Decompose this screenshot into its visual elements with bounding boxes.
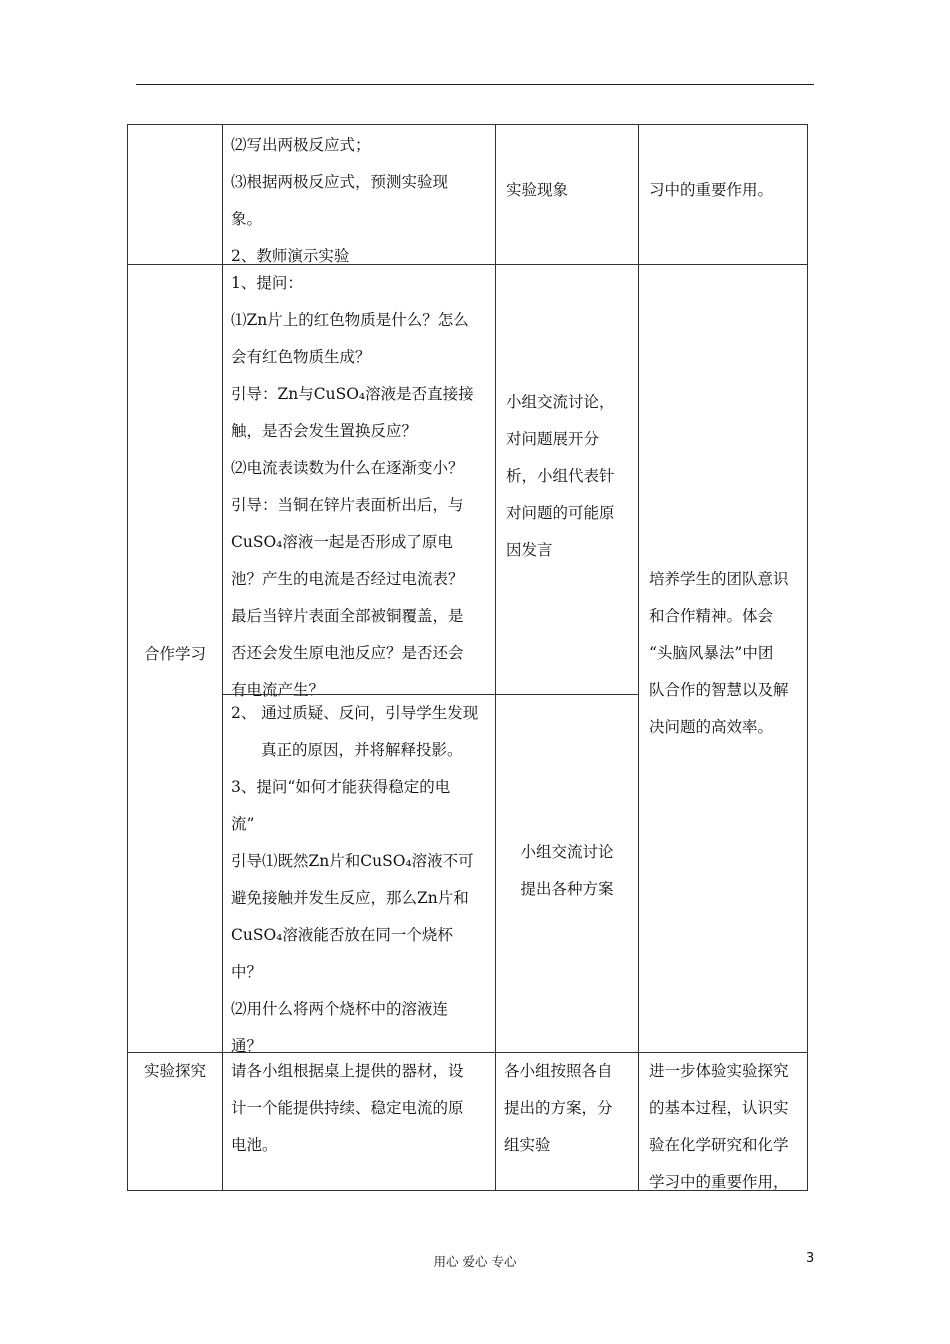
teacher-line: 2、 通过质疑、反问，引导学生发现 (231, 704, 479, 722)
row2-teacher-cell-part1 (222, 264, 496, 699)
teacher-line: CuSO₄溶液能否放在同一个烧杯 (231, 926, 453, 944)
teacher-line: 触，是否会发生置换反应？ (231, 422, 418, 440)
teacher-line: 请各小组根据桌上提供的器材，设 (231, 1062, 464, 1080)
intent-line: 培养学生的团队意识 (649, 570, 789, 588)
teacher-line: 3、提问“如何才能获得稳定的电 (231, 778, 451, 796)
teacher-line: 中？ (231, 963, 263, 981)
page-number: 3 (806, 1251, 815, 1266)
teacher-line: 有电流产生？ (231, 681, 325, 699)
row1-student-cell (495, 124, 639, 265)
teacher-line: 1、提问： (231, 274, 303, 292)
row2-teacher-cell-part2 (222, 694, 496, 1053)
student-activity: 实验现象 (506, 181, 569, 199)
row3-stage-cell (127, 1052, 223, 1191)
header-rule (136, 84, 814, 85)
teacher-line: 会有红色物质生成？ (231, 348, 371, 366)
intent-line: 进一步体验实验探究 (649, 1062, 789, 1080)
row1-teacher-cell (222, 124, 496, 265)
design-intent: 习中的重要作用。 (649, 181, 774, 199)
teacher-line: 池？产生的电流是否经过电流表？ (231, 570, 464, 588)
student-line: 提出的方案，分 (504, 1099, 613, 1117)
row1-stage-cell (127, 124, 223, 265)
teacher-line: 计一个能提供持续、稳定电流的原 (231, 1099, 464, 1117)
teacher-line: 否还会发生原电池反应？是否还会 (231, 644, 464, 662)
intent-line: 和合作精神。体会 (649, 607, 774, 625)
row3-teacher-cell (222, 1052, 496, 1191)
row1-intent-cell (638, 124, 808, 265)
intent-line: 验在化学研究和化学 (649, 1136, 789, 1154)
row2-student-cell-part2 (495, 694, 639, 1053)
stage-label: 实验探究 (143, 1062, 206, 1080)
teacher-line: 引导：Zn与CuSO₄溶液是否直接接 (231, 385, 474, 403)
student-line: 各小组按照各自 (504, 1062, 613, 1080)
intent-line: 队合作的智慧以及解 (649, 681, 789, 699)
teacher-line: ⑵用什么将两个烧杯中的溶液连 (231, 1000, 449, 1018)
row2-student-cell-part1 (495, 264, 639, 695)
teacher-line: 电池。 (231, 1136, 278, 1154)
teacher-line: ⑵电流表读数为什么在逐渐变小？ (231, 459, 464, 477)
teacher-line: 引导⑴既然Zn片和CuSO₄溶液不可 (231, 852, 474, 870)
row2-intent-cell (638, 264, 808, 1053)
student-line: 析，小组代表针 (506, 467, 615, 485)
student-line: 组实验 (504, 1136, 551, 1154)
teacher-line: 真正的原因，并将解释投影。 (261, 741, 463, 759)
teacher-line: ⑵写出两极反应式； (231, 136, 371, 154)
row3-intent-cell (638, 1052, 808, 1191)
student-line: 小组交流讨论 (520, 843, 614, 861)
teacher-line: ⑶根据两极反应式，预测实验现 (231, 173, 449, 191)
teacher-line: CuSO₄溶液一起是否形成了原电 (231, 533, 453, 551)
student-line: 对问题的可能原 (506, 504, 615, 522)
teacher-line: ⑴Zn片上的红色物质是什么？怎么 (231, 311, 469, 329)
teacher-line: 象。 (231, 210, 263, 228)
row2-stage-cell (127, 264, 223, 1053)
student-line: 小组交流讨论， (506, 393, 615, 411)
student-line: 对问题展开分 (506, 430, 600, 448)
student-line: 因发言 (506, 541, 553, 559)
intent-line: 决问题的高效率。 (649, 718, 774, 736)
teacher-line: 避免接触并发生反应，那么Zn片和 (231, 889, 469, 907)
intent-line: “头脑风暴法”中团 (649, 644, 774, 662)
student-line: 提出各种方案 (520, 880, 614, 898)
intent-line: 的基本过程，认识实 (649, 1099, 789, 1117)
teacher-line: 流” (231, 815, 255, 833)
teacher-line: 最后当锌片表面全部被铜覆盖，是 (231, 607, 464, 625)
intent-line: 学习中的重要作用， (649, 1173, 789, 1191)
teacher-line: 2、教师演示实验 (231, 247, 350, 265)
footer-motto: 用心 爱心 专心 (433, 1254, 517, 1269)
row3-student-cell (495, 1052, 639, 1191)
teacher-line: 引导：当铜在锌片表面析出后，与 (231, 496, 464, 514)
teacher-line: 通？ (231, 1037, 263, 1055)
stage-label: 合作学习 (143, 645, 206, 663)
